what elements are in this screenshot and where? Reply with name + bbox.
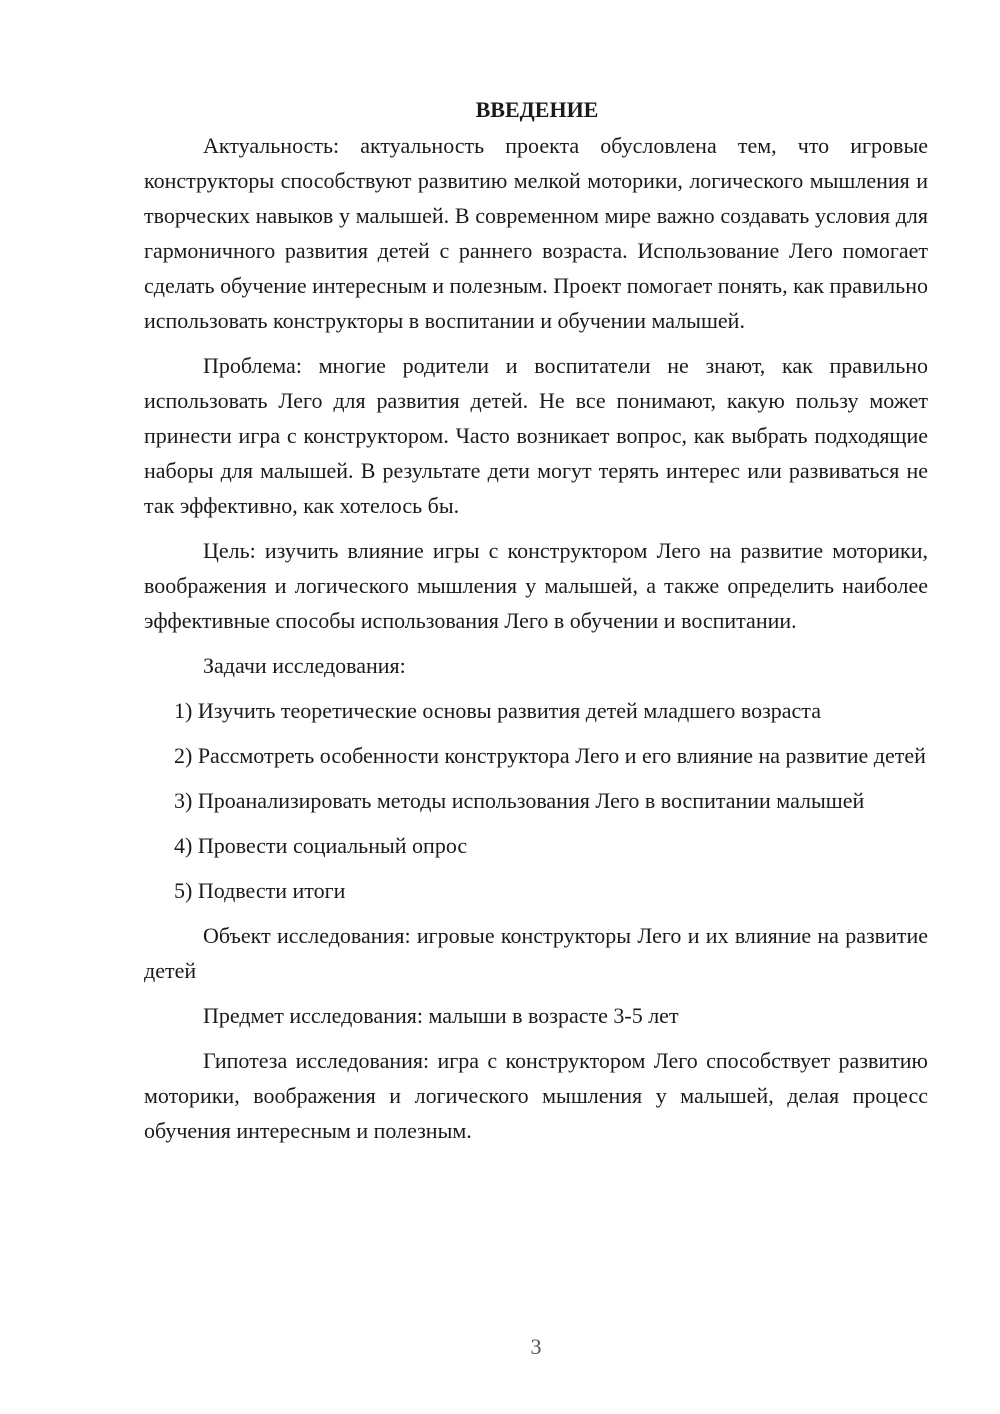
tasks-heading: Задачи исследования: [203,653,406,678]
page-number: 3 [530,1334,542,1359]
section-title: ВВЕДЕНИЕ [475,97,599,122]
problem-paragraph: Проблема: многие родители и воспитатели не знают, как правильно использовать Лего для развития детей. Не все понимают, какую пользу может принести игра с конструктором. Часто возникает вопрос, как выбрать подходящие наборы для малышей. В результате дети могут терять интерес или развиваться не так эффективно, как хотелось бы. [144,353,928,518]
task-item-2: 2) Рассмотреть особенности конструктора Лего и его влияние на развитие детей [174,743,926,768]
task-item-1: 1) Изучить теоретические основы развития детей младшего возраста [174,698,821,723]
hypothesis-paragraph: Гипотеза исследования: игра с конструктором Лего способствует развитию моторики, воображения и логического мышления у малышей, делая процесс обучения интересным и полезным. [144,1048,928,1143]
relevance-paragraph: Актуальность: актуальность проекта обусловлена тем, что игровые конструкторы способствуют развитию мелкой моторики, логического мышления и творческих навыков у малышей. В современном мире важно создавать условия для гармоничного развития детей с раннего возраста. Использование Лего помогает сделать обучение интересным и полезным. Проект помогает понять, как правильно использовать конструкторы в воспитании и обучении малышей. [144,133,928,333]
document-body [144,92,928,1158]
subject-paragraph: Предмет исследования: малыши в возрасте 3-5 лет [203,1003,679,1028]
object-paragraph: Объект исследования: игровые конструкторы Лего и их влияние на развитие детей [144,923,928,983]
goal-paragraph: Цель: изучить влияние игры с конструктором Лего на развитие моторики, воображения и логического мышления у малышей, а также определить наиболее эффективные способы использования Лего в обучении и воспитании. [144,538,928,633]
task-item-4: 4) Провести социальный опрос [174,833,468,858]
task-item-3: 3) Проанализировать методы использования Лего в воспитании малышей [174,788,865,813]
task-item-5: 5) Подвести итоги [174,878,346,903]
